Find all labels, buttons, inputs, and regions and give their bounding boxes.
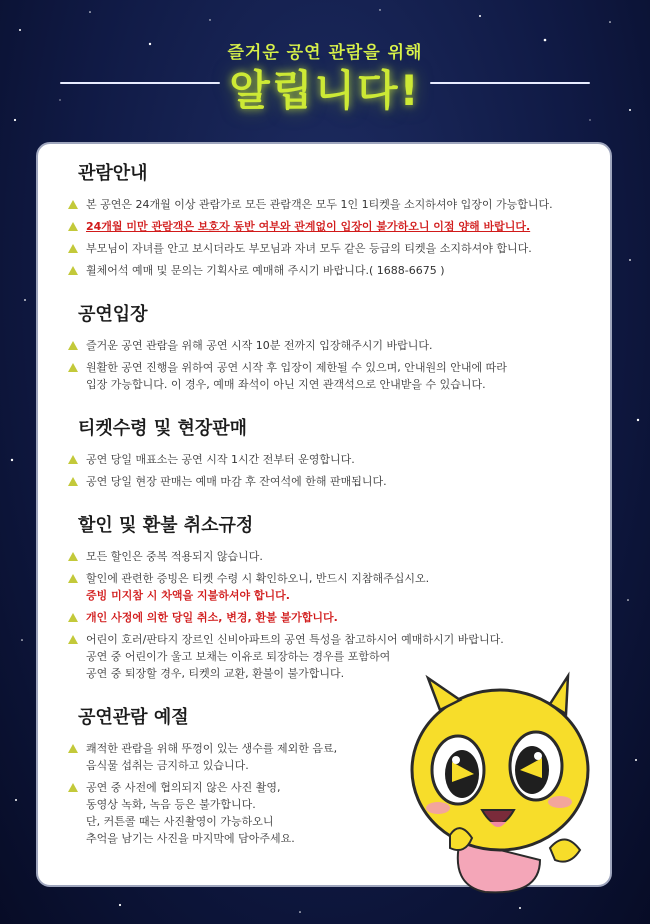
triangle-bullet-icon (68, 200, 78, 209)
section-discount-refund (66, 514, 588, 682)
list-item: 어린이 호러/판타지 장르인 신비아파트의 공연 특성을 참고하시어 예매하시기 바랍니다. 공연 중 어린이가 울고 보채는 이유로 퇴장하는 경우를 포함하여 공연 중 퇴장할 경우, 티켓의 교환, 환불이 불가합니다. (66, 631, 588, 682)
list-item: 모든 할인은 중복 적용되지 않습니다. (66, 548, 588, 565)
triangle-bullet-icon (68, 266, 78, 275)
yellow-ghost-mascot (390, 670, 605, 895)
triangle-bullet-icon (68, 613, 78, 622)
section-title: 공연관람 예절 (78, 707, 189, 728)
triangle-bullet-icon (68, 244, 78, 253)
triangle-bullet-icon (68, 744, 78, 753)
list-item: 할인에 관련한 증빙은 티켓 수령 시 확인하오니, 반드시 지참해주십시오. 증빙 미지참 시 차액을 지불하셔야 합니다. (66, 570, 588, 604)
list-item: 개인 사정에 의한 당일 취소, 변경, 환불 불가합니다. (66, 609, 588, 626)
section-title: 티켓수령 및 현장판매 (78, 418, 248, 439)
triangle-bullet-icon (68, 363, 78, 372)
triangle-bullet-icon (68, 574, 78, 583)
section-admission (66, 303, 588, 393)
list-item: 공연 당일 매표소는 공연 시작 1시간 전부터 운영합니다. (66, 451, 588, 468)
section-viewing-guide (66, 162, 588, 279)
triangle-bullet-icon (68, 455, 78, 464)
triangle-bullet-icon (68, 552, 78, 561)
list-item: 쾌적한 관람을 위해 뚜껑이 있는 생수를 제외한 음료, 음식물 섭취는 금지하고 있습니다. (66, 740, 588, 774)
list-item: 공연 중 사전에 협의되지 않은 사진 촬영, 동영상 녹화, 녹음 등은 불가합니다. 단, 커튼콜 때는 사진촬영이 가능하오니 추억을 남기는 사진을 마지막에 담아주세요. (66, 779, 588, 847)
list-item: 24개월 미만 관람객은 보호자 동반 여부와 관계없이 입장이 불가하오니 이점 양해 바랍니다. (66, 218, 588, 235)
section-title: 할인 및 환불 취소규정 (78, 515, 254, 536)
triangle-bullet-icon (68, 477, 78, 486)
header-title: 알립니다! (229, 66, 421, 115)
list-item: 휠체어석 예매 및 문의는 기획사로 예매해 주시기 바랍니다.( 1688-6675 ) (66, 262, 588, 279)
section-title: 공연입장 (78, 304, 148, 325)
list-item: 공연 당일 현장 판매는 예매 마감 후 잔여석에 한해 판매됩니다. (66, 473, 588, 490)
header-subtitle: 즐거운 공연 관람을 위해 (227, 43, 423, 63)
list-item: 원활한 공연 진행을 위하여 공연 시작 후 입장이 제한될 수 있으며, 안내원의 안내에 따라 입장 가능합니다. 이 경우, 예매 좌석이 아닌 지연 관객석으로 안내받을 수 있습니다. (66, 359, 588, 393)
triangle-bullet-icon (68, 341, 78, 350)
section-ticket-pickup (66, 417, 588, 490)
triangle-bullet-icon (68, 783, 78, 792)
list-item: 부모님이 자녀를 안고 보시더라도 부모님과 자녀 모두 같은 등급의 티켓을 소지하셔야 합니다. (66, 240, 588, 257)
list-item: 본 공연은 24개월 이상 관람가로 모든 관람객은 모두 1인 1티켓을 소지하셔야 입장이 가능합니다. (66, 196, 588, 213)
triangle-bullet-icon (68, 635, 78, 644)
header (0, 0, 650, 140)
section-title: 관람안내 (78, 163, 148, 184)
list-item: 즐거운 공연 관람을 위해 공연 시작 10분 전까지 입장해주시기 바랍니다. (66, 337, 588, 354)
triangle-bullet-icon (68, 222, 78, 231)
